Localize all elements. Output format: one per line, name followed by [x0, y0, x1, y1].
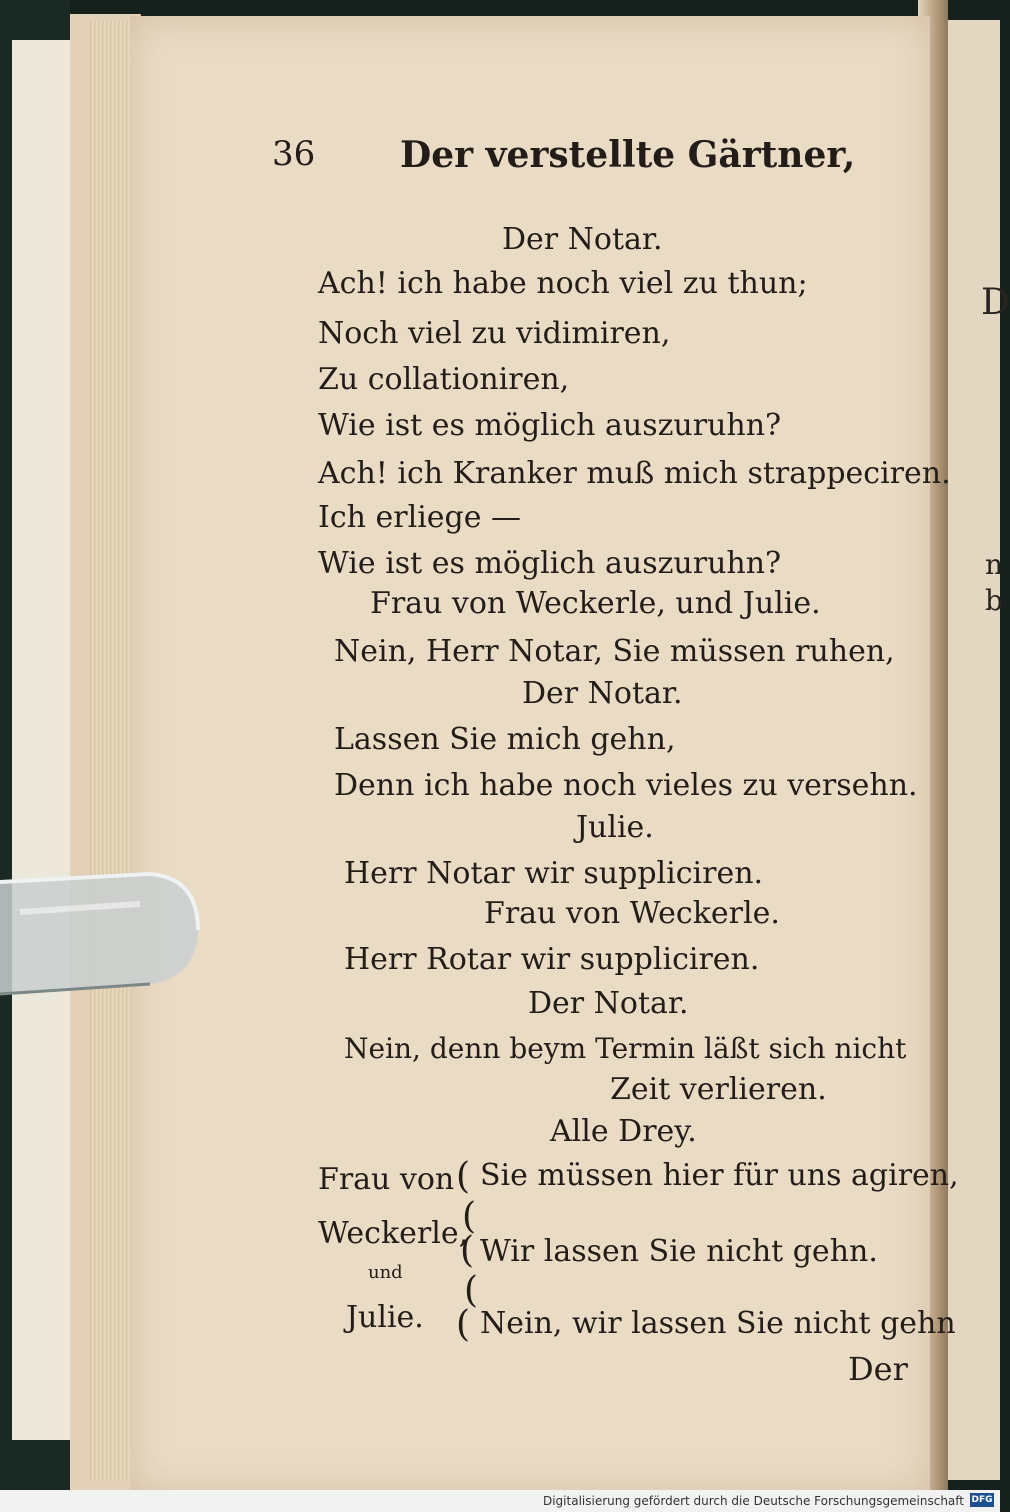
catchword: Der: [848, 1350, 908, 1388]
verse-line: Denn ich habe noch vieles zu versehn.: [334, 768, 918, 803]
speaker-heading: Der Notar.: [522, 676, 683, 711]
facing-page-fragment: b: [985, 584, 1003, 617]
speaker-heading: Der Notar.: [528, 986, 689, 1021]
braced-line: Wir lassen Sie nicht gehn.: [480, 1234, 878, 1269]
verse-line: Zeit verlieren.: [610, 1072, 827, 1107]
verse-line: Ach! ich habe noch viel zu thun;: [318, 266, 808, 301]
page-number: 36: [272, 134, 316, 174]
verse-line: Ich erliege —: [318, 500, 522, 535]
speaker-name: Julie.: [346, 1300, 424, 1335]
speaker-name: Frau von: [318, 1162, 455, 1197]
page-stack-lines: [90, 20, 130, 1480]
running-title: Der verstellte Gärtner,: [400, 134, 856, 176]
speaker-name: Weckerle,: [318, 1216, 469, 1251]
verse-line: Nein, denn beym Termin läßt sich nicht: [344, 1032, 907, 1065]
verse-line: Nein, Herr Notar, Sie müssen ruhen,: [334, 634, 895, 669]
facing-page-fragment: n: [985, 548, 1004, 581]
book-page: 36 Der verstellte Gärtner, Der Notar. Ach! ich habe noch viel zu thun; Noch viel zu vidimiren, Zu collationiren, Wie ist es möglich auszuruhn? Ach! ich Kranker muß mich strappeciren. Ich erliege — Wie ist es möglich auszuruhn? Frau von Weckerle, und Julie. Nein, Herr Notar, Sie müssen ruhen, Der Notar. Lassen Sie mich gehn, Denn ich habe noch vieles zu versehn. Julie. Herr Notar wir suppliciren. Frau von Weckerle. Herr Rotar wir suppliciren. Der Notar. Nein, denn beym Termin läßt sich nicht Zeit verlieren. Alle Drey. Frau von Weckerle, und Julie. ( ( ( ( ( Sie müssen hier für uns agiren, Wir lassen Sie nicht gehn. Nein, wir lassen Sie nicht gehn Der: [130, 16, 930, 1494]
funding-credit: Digitalisierung gefördert durch die Deutsche Forschungsgemeinschaft: [542, 1494, 964, 1508]
braced-line: Sie müssen hier für uns agiren,: [480, 1158, 959, 1193]
dfg-logo: DFG: [971, 1495, 993, 1505]
speaker-heading: Der Notar.: [502, 222, 663, 257]
verse-line: Lassen Sie mich gehn,: [334, 722, 676, 757]
verse-line: Herr Notar wir suppliciren.: [344, 856, 764, 891]
speaker-name: und: [368, 1262, 403, 1283]
verse-line: Ach! ich Kranker muß mich strappeciren.: [318, 456, 951, 491]
braced-line: Nein, wir lassen Sie nicht gehn: [480, 1306, 956, 1341]
speaker-heading: Alle Drey.: [550, 1114, 697, 1149]
verse-line: Zu collationiren,: [318, 362, 570, 397]
speaker-heading: Julie.: [576, 810, 654, 845]
verse-line: Wie ist es möglich auszuruhn?: [318, 408, 782, 443]
speaker-heading: Frau von Weckerle.: [484, 896, 780, 931]
facing-page-fragment: D: [981, 282, 1010, 323]
verse-line: Herr Rotar wir suppliciren.: [344, 942, 760, 977]
speaker-heading: Frau von Weckerle, und Julie.: [370, 586, 821, 621]
verse-line: Wie ist es möglich auszuruhn?: [318, 546, 782, 581]
glass-page-clip: [0, 872, 200, 996]
verse-line: Noch viel zu vidimiren,: [318, 316, 671, 351]
